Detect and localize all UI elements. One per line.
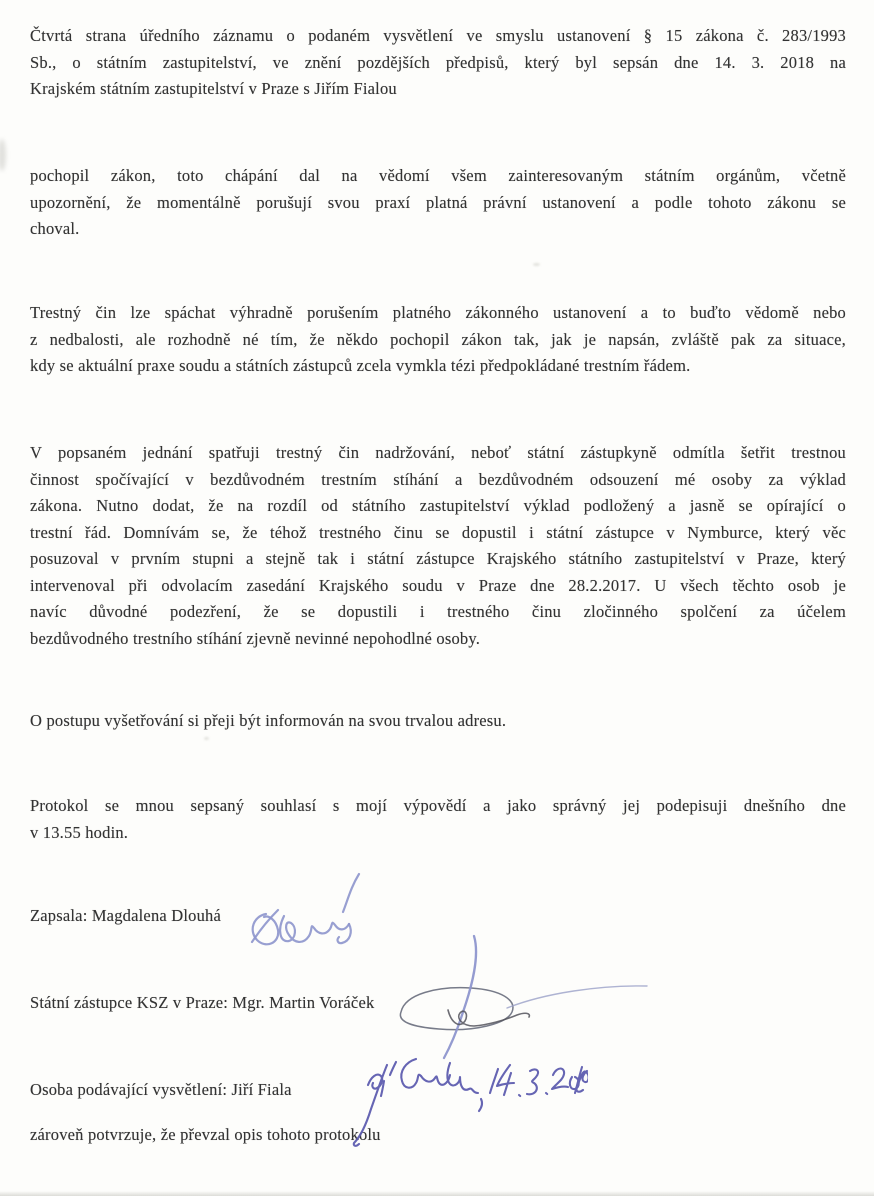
text-line: Čtvrtá strana úředního záznamu o podaném vysvětlení ve smyslu ustanovení § 15 zákona č. 283/1993 xyxy=(30,26,846,45)
scan-smudge xyxy=(0,139,6,171)
text-line: Protokol se mnou sepsaný souhlasí s mojí výpovědí a jako správný jej podepisuji dnešního dne xyxy=(30,796,846,815)
scan-bottom-edge xyxy=(0,1191,874,1196)
paragraph-protocol-approval xyxy=(30,793,846,846)
text-line: Sb., o státním zastupitelství, ve znění pozdějších předpisů, který byl sepsán dne 14. 3. 2018 na xyxy=(30,52,846,72)
paragraph-notification-request xyxy=(30,708,846,735)
voracek-signature-scribble xyxy=(395,930,660,1062)
text-line: z nedbalosti, ale rozhodně né tím, že někdo pochopil zákon tak, jak je napsán, zvláště pak za situace, xyxy=(30,329,846,349)
recorder-line: Zapsala: Magdalena Dlouhá xyxy=(30,906,222,925)
text-line: činnost spočívající v bezdůvodném trestním stíhání a bezdůvodném odsouzení mé osoby za výklad xyxy=(30,469,846,489)
text-line: O postupu vyšetřování si přeji být informován na svou trvalou adresu. xyxy=(30,711,507,730)
text-line: v 13.55 hodin. xyxy=(30,822,129,842)
declarant-line: Osoba podávající vysvětlení: Jiří Fiala xyxy=(30,1080,292,1099)
paragraph-criminal-act xyxy=(30,300,846,380)
paragraph-accusation xyxy=(30,440,846,652)
dlouha-signature-scribble xyxy=(240,870,375,958)
text-line: intervenoval při odvolacím zasedání Krajského soudu v Praze dne 28.2.2017. U všech těchto osob je xyxy=(30,575,846,595)
confirmation-line: zároveň potvrzuje, že převzal opis tohoto protokolu xyxy=(30,1125,381,1144)
scan-speck xyxy=(533,263,540,266)
paragraph-understanding xyxy=(30,163,846,243)
text-line: Krajském státním zastupitelství v Praze s Jiřím Fialou xyxy=(30,79,397,98)
text-line: Trestný čin lze spáchat výhradně porušením platného zákonného ustanovení a to buďto vědomě nebo xyxy=(30,303,846,322)
text-line: upozornění, že momentálně porušují svou praxí platná právní ustanovení a podle tohoto zákonu se xyxy=(30,192,846,212)
text-line: kdy se aktuální praxe soudu a státních zástupců zcela vymkla tézi předpokládané trestním řádem. xyxy=(30,356,691,375)
text-line: zákona. Nutno dodat, že na rozdíl od státního zastupitelství výklad podložený a jasně se opírající o xyxy=(30,496,846,515)
text-line: V popsaném jednání spatřuji trestný čin nadržování, neboť státní zástupkyně odmítla šetřit trestnou xyxy=(30,443,846,462)
prosecutor-line: Státní zástupce KSZ v Praze: Mgr. Martin Voráček xyxy=(30,993,375,1012)
text-line: navíc důvodné podezření, že se dopustili i trestného činu zločinného spolčení za účelem xyxy=(30,602,846,621)
paragraph-header xyxy=(30,23,846,103)
text-line: posuzoval v prvním stupni a stejně tak i státní zástupce Krajského státního zastupitelství v Praze, který xyxy=(30,549,846,568)
text-line: pochopil zákon, toto chápání dal na vědomí všem zainteresovaným státním orgánům, včetně xyxy=(30,166,846,185)
text-line: bezdůvodného trestního stíhání zjevně nevinné nepohodlné osoby. xyxy=(30,628,481,648)
text-line: trestní řád. Domnívám se, že téhož trestného činu se dopustil i státní zástupce v Nymburce, který věc xyxy=(30,522,846,542)
scan-speck xyxy=(204,737,209,740)
text-line: choval. xyxy=(30,219,80,238)
